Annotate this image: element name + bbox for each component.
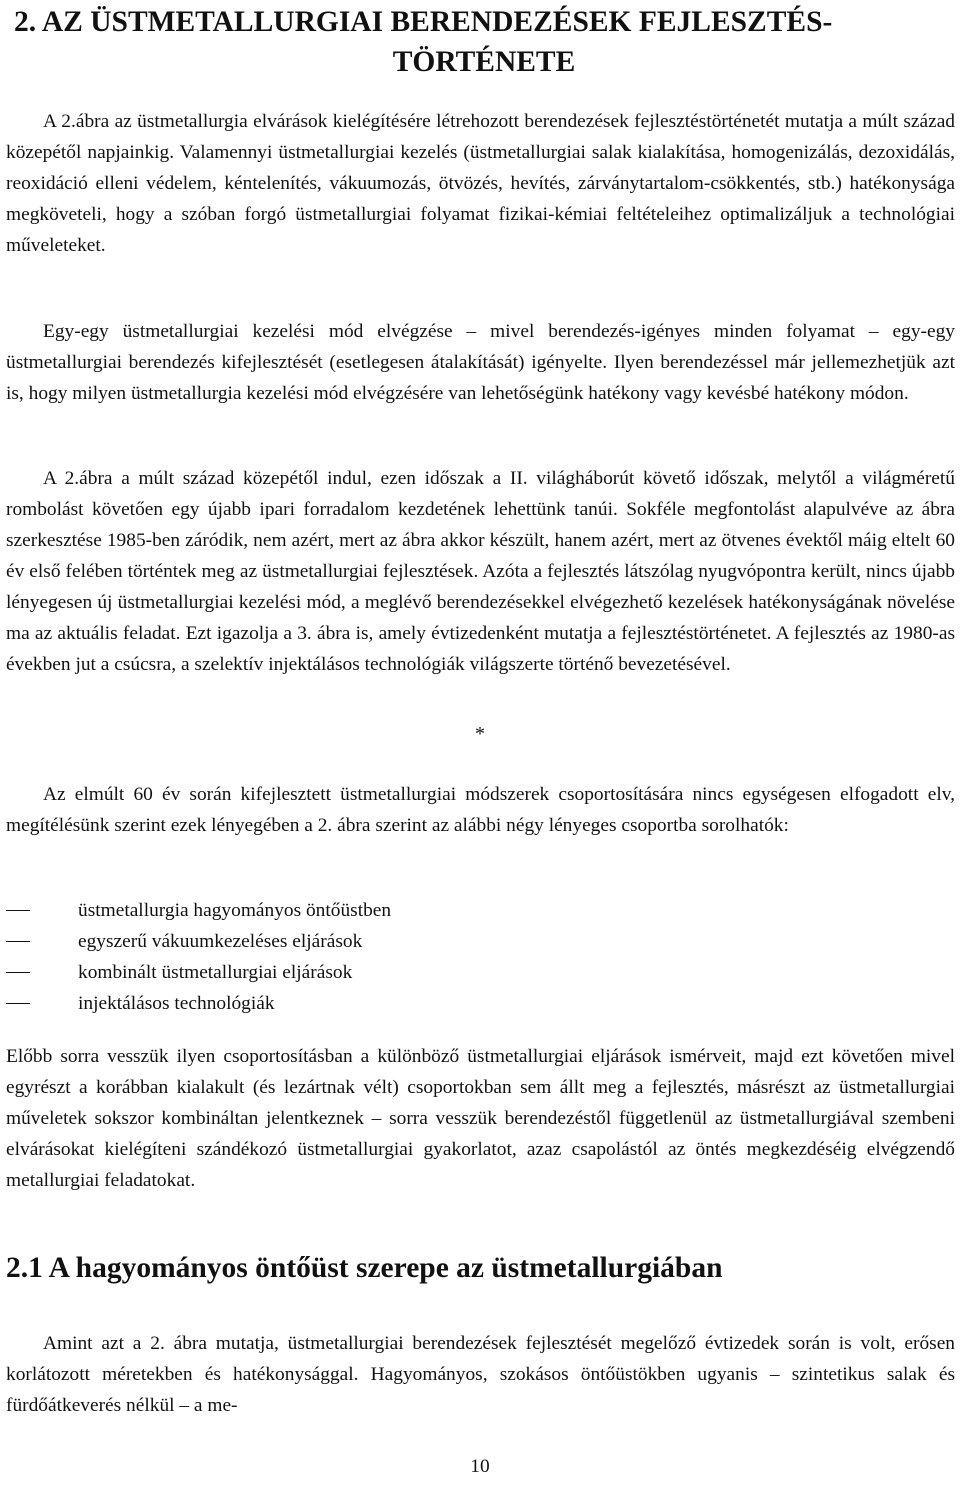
dash-bullet-icon xyxy=(6,972,30,974)
list-item: kombinált üstmetallurgiai eljárások xyxy=(6,957,391,988)
paragraph-equipment: Egy-egy üstmetallurgiai kezelési mód elvégzése ‒ mivel berendezés-igényes minden folyamat ‒ egy-egy üstmetallurgiai berendezés kifejlesztését (esetlegesen átalakítását) igényelte. Ilyen berendezéssel már jellemezhetjük azt is, hogy milyen üstmetallurgia kezelési mód elvégzésére van lehetőségünk hatékony vagy kevésbé hatékony módon. xyxy=(6,321,955,404)
dash-bullet-icon xyxy=(6,941,30,943)
page-number: 10 xyxy=(470,1456,490,1477)
chapter-heading-line-1: 2. AZ ÜSTMETALLURGIAI BERENDEZÉSEK FEJLESZTÉS- xyxy=(14,6,833,38)
list-item: üstmetallurgia hagyományos öntőüstben xyxy=(6,895,391,926)
dash-bullet-icon xyxy=(6,910,30,912)
method-group-list xyxy=(6,895,391,1019)
list-item: injektálásos technológiák xyxy=(6,988,391,1019)
section-separator: * xyxy=(475,723,485,745)
chapter-heading-line-2: TÖRTÉNETE xyxy=(392,46,576,78)
list-item: egyszerű vákuumkezeléses eljárások xyxy=(6,926,391,957)
paragraph-traditional-ladle: Amint azt a 2. ábra mutatja, üstmetallurgiai berendezések fejlesztését megelőző évtizedek során is volt, erősen korlátozott méretekben és hatékonysággal. Hagyományos, szokásos öntőüstökben ugyanis ‒ szintetikus salak és fürdőátkeverés nélkül ‒ a me- xyxy=(6,1333,955,1416)
paragraph-overview: Előbb sorra vesszük ilyen csoportosításban a különböző üstmetallurgiai eljárások ismérveit, majd ezt követően mivel egyrészt a korábban kialakult (és lezártnak vélt) csoportokban sem állt meg a fejlesztés, másrészt az üstmetallurgiai műveletek sokszor kombináltan jelentkeznek ‒ sorra vesszük berendezéstől függetlenül az üstmetallurgiával szembeni elvárásokat kielégíteni szándékozó üstmetallurgiai gyakorlatot, azaz csapolástól az öntés megkezdéséig elvégzendő metallurgiai feladatokat. xyxy=(6,1046,955,1191)
chapter-heading xyxy=(14,2,954,82)
paragraph-grouping: Az elmúlt 60 év során kifejlesztett üstmetallurgiai módszerek csoportosítására nincs egységesen elfogadott elv, megítélésünk szerint ezek lényegében a 2. ábra szerint az alábbi négy lényeges csoportba sorolhatók: xyxy=(6,784,955,836)
paragraph-history: A 2.ábra a múlt század közepétől indul, ezen időszak a II. világháborút követő időszak, melytől a világméretű rombolást követően egy újabb ipari forradalom kezdetének lehettünk tanúi. Sokféle megfontolást alapulvéve az ábra szerkesztése 1985-ben záródik, nem azért, mert az ábra akkor készült, hanem azért, mert az ötvenes évektől máig eltelt 60 év első felében történtek meg az üstmetallurgiai fejlesztések. Azóta a fejlesztés látszólag nyugvópontra került, nincs újabb lényegesen új üstmetallurgiai kezelési mód, a meglévő berendezésekkel elvégezhető kezelések hatékonyságának növelése ma az aktuális feladat. Ezt igazolja a 3. ábra is, amely évtizedenként mutatja a fejlesztéstörténetet. A fejlesztés az 1980-as években jut a csúcsra, a szelektív injektálásos technológiák világszerte történő bevezetésével. xyxy=(6,468,955,675)
dash-bullet-icon xyxy=(6,1003,30,1005)
section-heading: 2.1 A hagyományos öntőüst szerepe az üstmetallurgiában xyxy=(6,1252,723,1284)
paragraph-intro: A 2.ábra az üstmetallurgia elvárások kielégítésére létrehozott berendezések fejlesztéstörténetét mutatja a múlt század közepétől napjainkig. Valamennyi üstmetallurgiai kezelés (üstmetallurgiai salak kialakítása, homogenizálás, dezoxidálás, reoxidáció elleni védelem, kéntelenítés, vákuumozás, ötvözés, hevítés, zárványtartalom-csökkentés, stb.) hatékonysága megköveteli, hogy a szóban forgó üstmetallurgiai folyamat fizikai-kémiai feltételeihez optimalizáljuk a technológiai műveleteket. xyxy=(6,111,955,256)
